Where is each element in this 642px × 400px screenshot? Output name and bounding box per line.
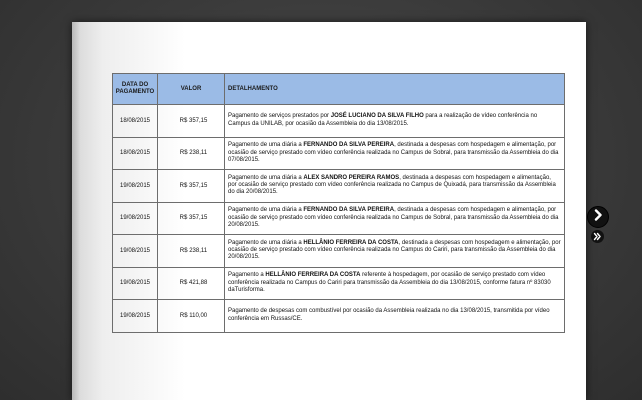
beneficiary-name: HELLÂNIO FERREIRA DA COSTA (265, 272, 361, 279)
detail-text: Pagamento de uma diária a (228, 207, 304, 214)
table-row (113, 267, 565, 300)
chevron-right-icon (592, 208, 604, 226)
table-row (113, 170, 565, 203)
detail-text: , destinada a despesas com hospedagem e alimentação, por ocasião de serviço prestado com vídeo conferência realizada no Campus de Quixadá, para transmissão da Assembleia do dia 20/08/2015. (228, 174, 556, 196)
detail-text: referente à hospedagem, por ocasião de serviço prestado com vídeo conferência realizada no Campus do Cariri para transmissão da Assembleia do dia 13/08/2015, conforme fatura nº 83030 daTurisforma. (228, 272, 551, 293)
detail-text: para a realização de vídeo conferência no Campus da UNILAB, por ocasião da Assembleia do dia 13/08/2015. (228, 113, 538, 127)
beneficiary-name: FERNANDO DA SILVA PEREIRA (303, 207, 395, 214)
header-date: DATA DO PAGAMENTO (113, 74, 158, 105)
payment-detail-cell (225, 105, 565, 138)
header-value: VALOR (158, 74, 225, 105)
table-row (113, 105, 565, 138)
detail-text: , destinada a despesas com hospedagem e alimentação, por ocasião de serviço prestado com vídeo conferência realizada no Campus de Sobral, para transmissão da Assembleia do dia 20/08/2015. (228, 207, 559, 228)
document-page (72, 22, 586, 400)
payment-detail-cell (225, 202, 565, 235)
detail-text: , destinada a despesas com hospedagem e alimentação, por ocasião de serviço prestado com vídeo conferência realizada no Campus do Cariri, para transmissão da Assembleia do dia 20/08/2015. (228, 239, 561, 261)
payment-value-cell: R$ 238,11 (158, 235, 225, 268)
payment-date-cell: 19/08/2015 (113, 267, 158, 300)
payment-value-cell: R$ 110,00 (158, 300, 225, 333)
payment-date-cell: 18/08/2015 (113, 137, 158, 170)
payment-date-cell: 19/08/2015 (113, 170, 158, 203)
detail-text: Pagamento de serviços prestados por (228, 113, 331, 120)
beneficiary-name: HELLÂNIO FERREIRA DA COSTA (303, 239, 399, 246)
detail-text: Pagamento a (228, 272, 266, 279)
payment-detail-cell (225, 235, 565, 268)
payment-value-cell: R$ 357,15 (158, 202, 225, 235)
table-row (113, 137, 565, 170)
detail-text: , destinada a despesas com hospedagem e alimentação, por ocasião de serviço prestado com vídeo conferência realizada no Campus de Sobral, para transmissão da Assembleia do dia 07/08/2015. (228, 142, 559, 163)
payment-value-cell: R$ 357,15 (158, 170, 225, 203)
payment-value-cell: R$ 357,15 (158, 105, 225, 138)
detail-text: Pagamento de despesas com combustível por ocasião da Assembleia realizada no dia 13/08/2015, transmitida por vídeo conferência em Russas/CE. (228, 308, 550, 322)
page-shadow-edge (72, 22, 80, 400)
table-body (113, 105, 565, 333)
table-row (113, 202, 565, 235)
table-row (113, 235, 565, 268)
detail-text: Pagamento de uma diária a (228, 174, 304, 181)
beneficiary-name: JOSÉ LUCIANO DA SILVA FILHO (330, 113, 424, 120)
payment-date-cell: 18/08/2015 (113, 105, 158, 138)
payment-value-cell: R$ 238,11 (158, 137, 225, 170)
payment-detail-cell (225, 300, 565, 333)
last-page-button[interactable] (591, 230, 604, 243)
payment-detail-cell (225, 170, 565, 203)
table-row (113, 300, 565, 333)
payment-date-cell: 19/08/2015 (113, 235, 158, 268)
payment-detail-cell (225, 267, 565, 300)
payment-detail-cell (225, 137, 565, 170)
detail-text: Pagamento de uma diária a (228, 239, 304, 246)
next-page-button[interactable] (587, 206, 609, 228)
beneficiary-name: ALEX SANDRO PEREIRA RAMOS (303, 174, 400, 181)
double-chevron-right-icon (593, 228, 602, 246)
payment-date-cell: 19/08/2015 (113, 300, 158, 333)
table-header-row (113, 74, 565, 105)
header-detail: DETALHAMENTO (225, 74, 565, 105)
payments-table (112, 73, 565, 333)
payment-date-cell: 19/08/2015 (113, 202, 158, 235)
detail-text: Pagamento de uma diária a (228, 142, 304, 149)
payment-value-cell: R$ 421,88 (158, 267, 225, 300)
beneficiary-name: FERNANDO DA SILVA PEREIRA (303, 142, 395, 149)
